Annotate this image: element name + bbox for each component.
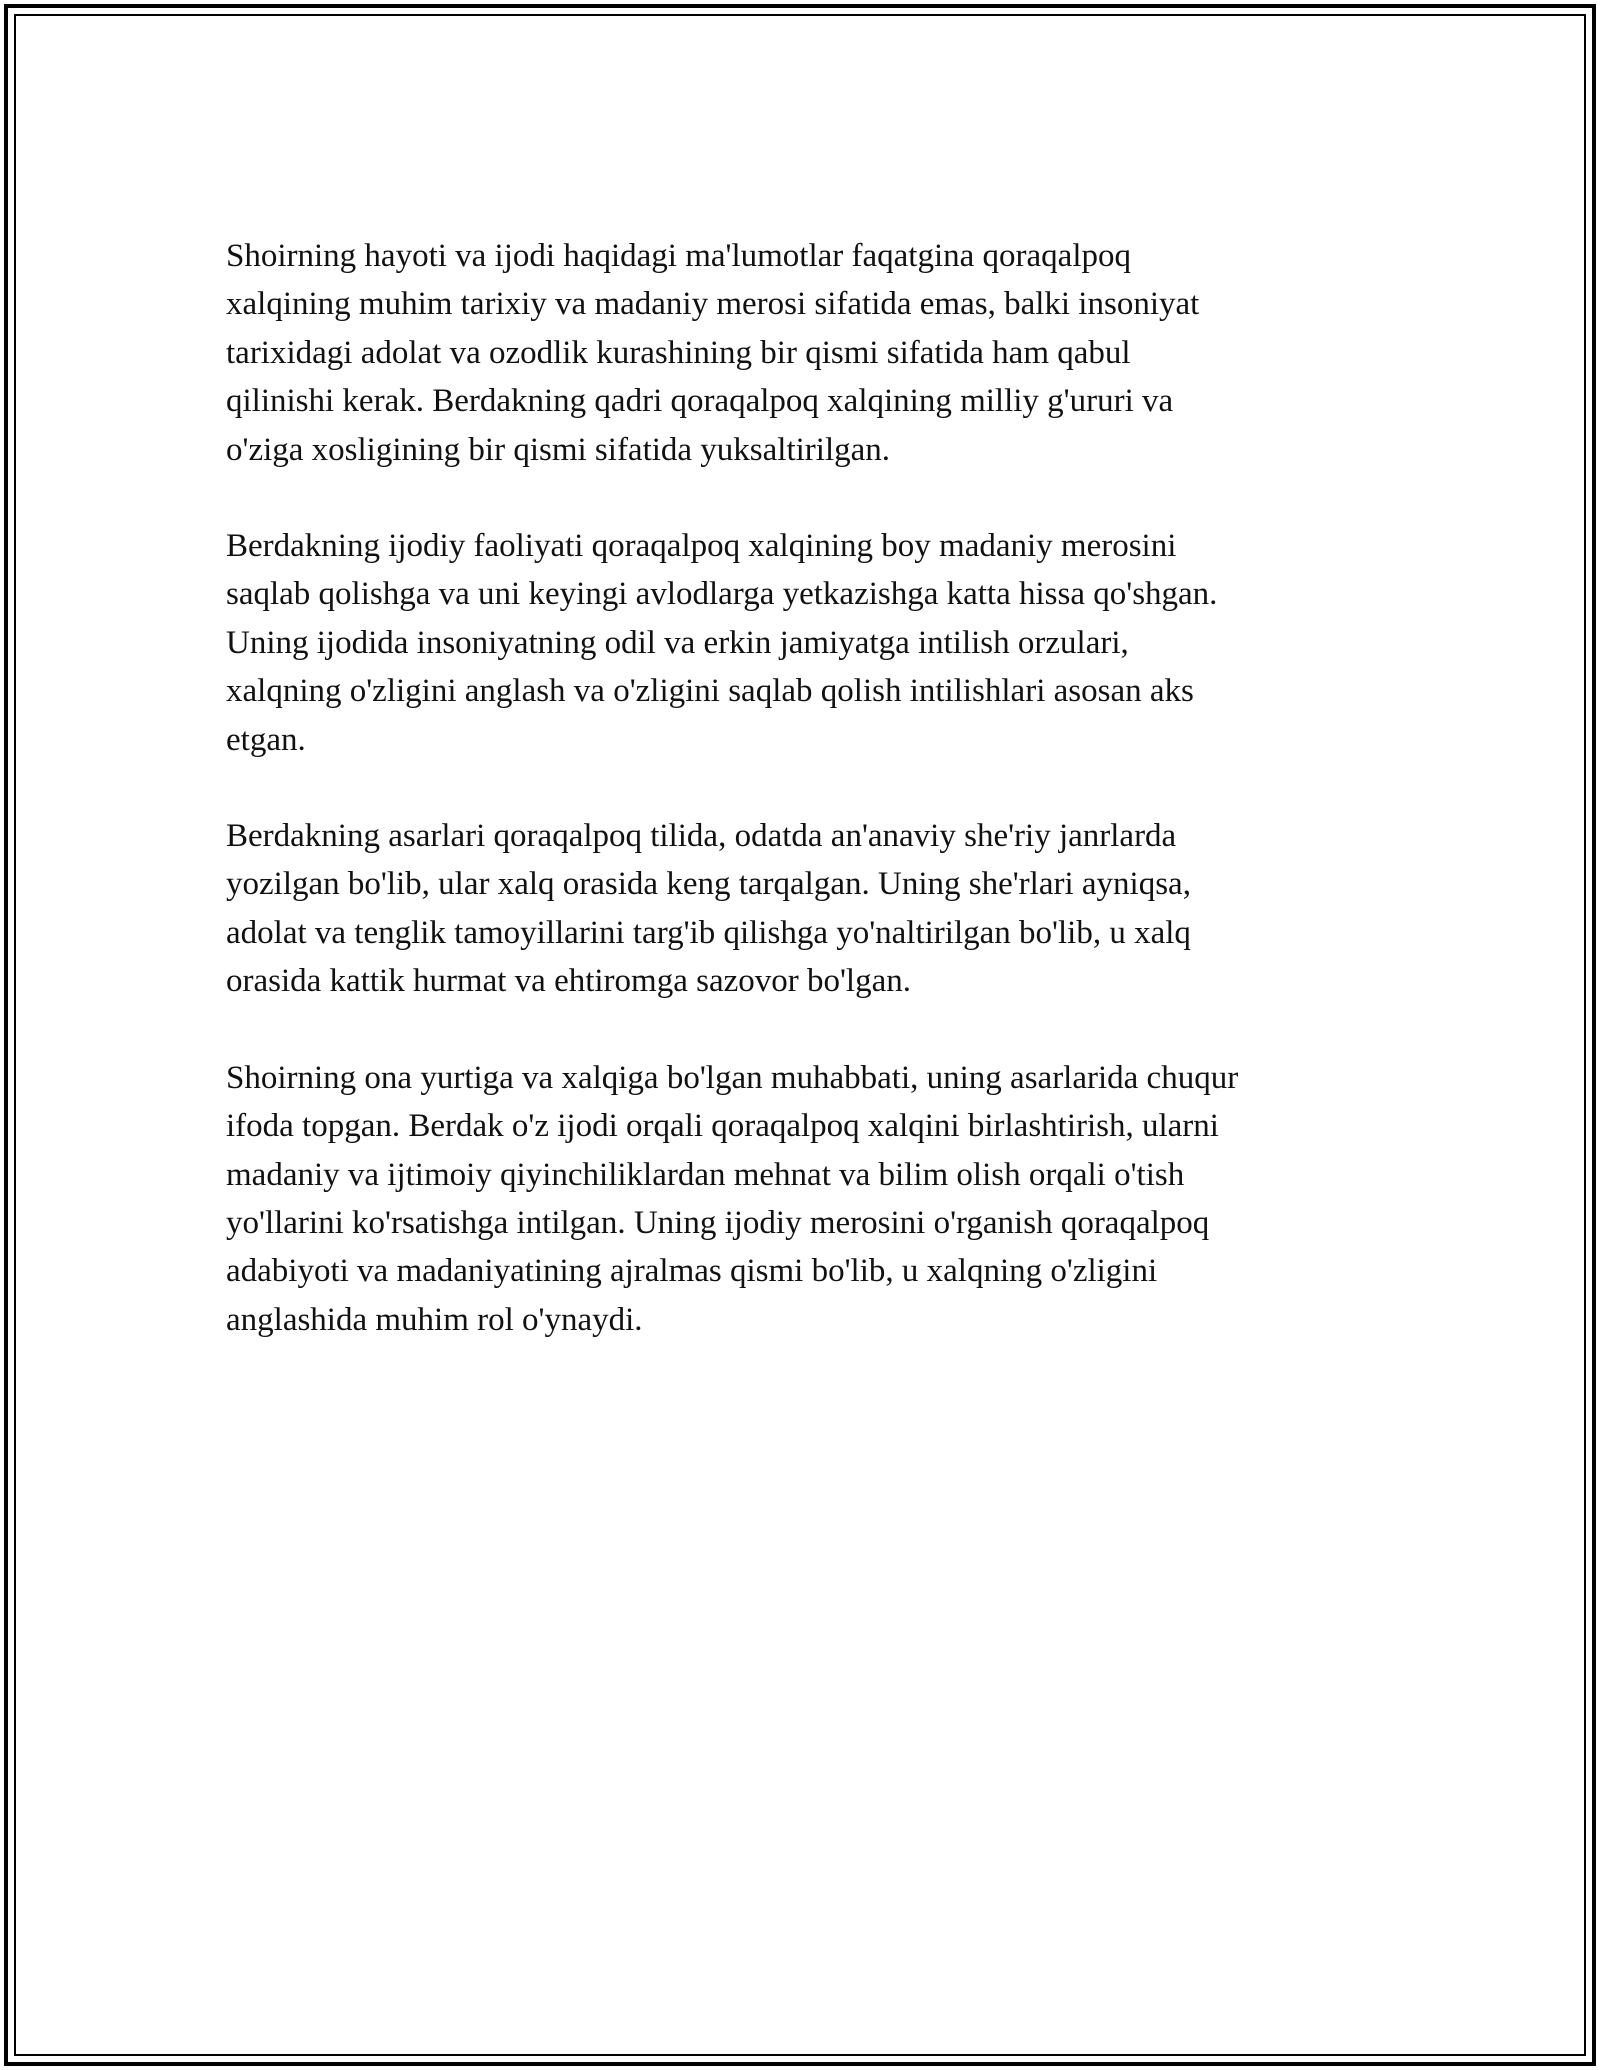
- paragraph-4: Shoirning ona yurtiga va xalqiga bo'lgan muhabbati, uning asarlarida chuqur ifoda topgan. Berdak o'z ijodi orqali qoraqalpoq xalqini birlashtirish, ularni madaniy va ijtimoiy qiyinchiliklardan mehnat va bilim olish orqali o'tish yo'llarini ko'rsatishga intilgan. Uning ijodiy merosini o'rganish qoraqalpoq adabiyoti va madaniyatining ajralmas qismi bo'lib, u xalqning o'zligini anglashida muhim rol o'ynaydi.: [226, 1059, 1239, 1338]
- document-body: [226, 232, 1376, 1344]
- paragraph-2: Berdakning ijodiy faoliyati qoraqalpoq xalqining boy madaniy merosini saqlab qolishga va uni keyingi avlodlarga yetkazishga katta hissa qo'shgan. Uning ijodida insoniyatning odil va erkin jamiyatga intilish orzulari, xalqning o'zligini anglash va o'zligini saqlab qolish intilishlari asosan aks etgan.: [226, 528, 1218, 758]
- paragraph-1: Shoirning hayoti va ijodi haqidagi ma'lumotlar faqatgina qoraqalpoq xalqining muhim tarixiy va madaniy merosi sifatida emas, balki insoniyat tarixidagi adolat va ozodlik kurashining bir qismi sifatida ham qabul qilinishi kerak. Berdakning qadri qoraqalpoq xalqining milliy g'ururi va o'ziga xosligining bir qismi sifatida yuksaltirilgan.: [226, 238, 1200, 468]
- paragraph-3: Berdakning asarlari qoraqalpoq tilida, odatda an'anaviy she'riy janrlarda yozilgan bo'lib, ular xalq orasida keng tarqalgan. Uning she'rlari ayniqsa, adolat va tenglik tamoyillarini targ'ib qilishga yo'naltirilgan bo'lib, u xalq orasida kattik hurmat va ehtiromga sazovor bo'lgan.: [226, 818, 1191, 1000]
